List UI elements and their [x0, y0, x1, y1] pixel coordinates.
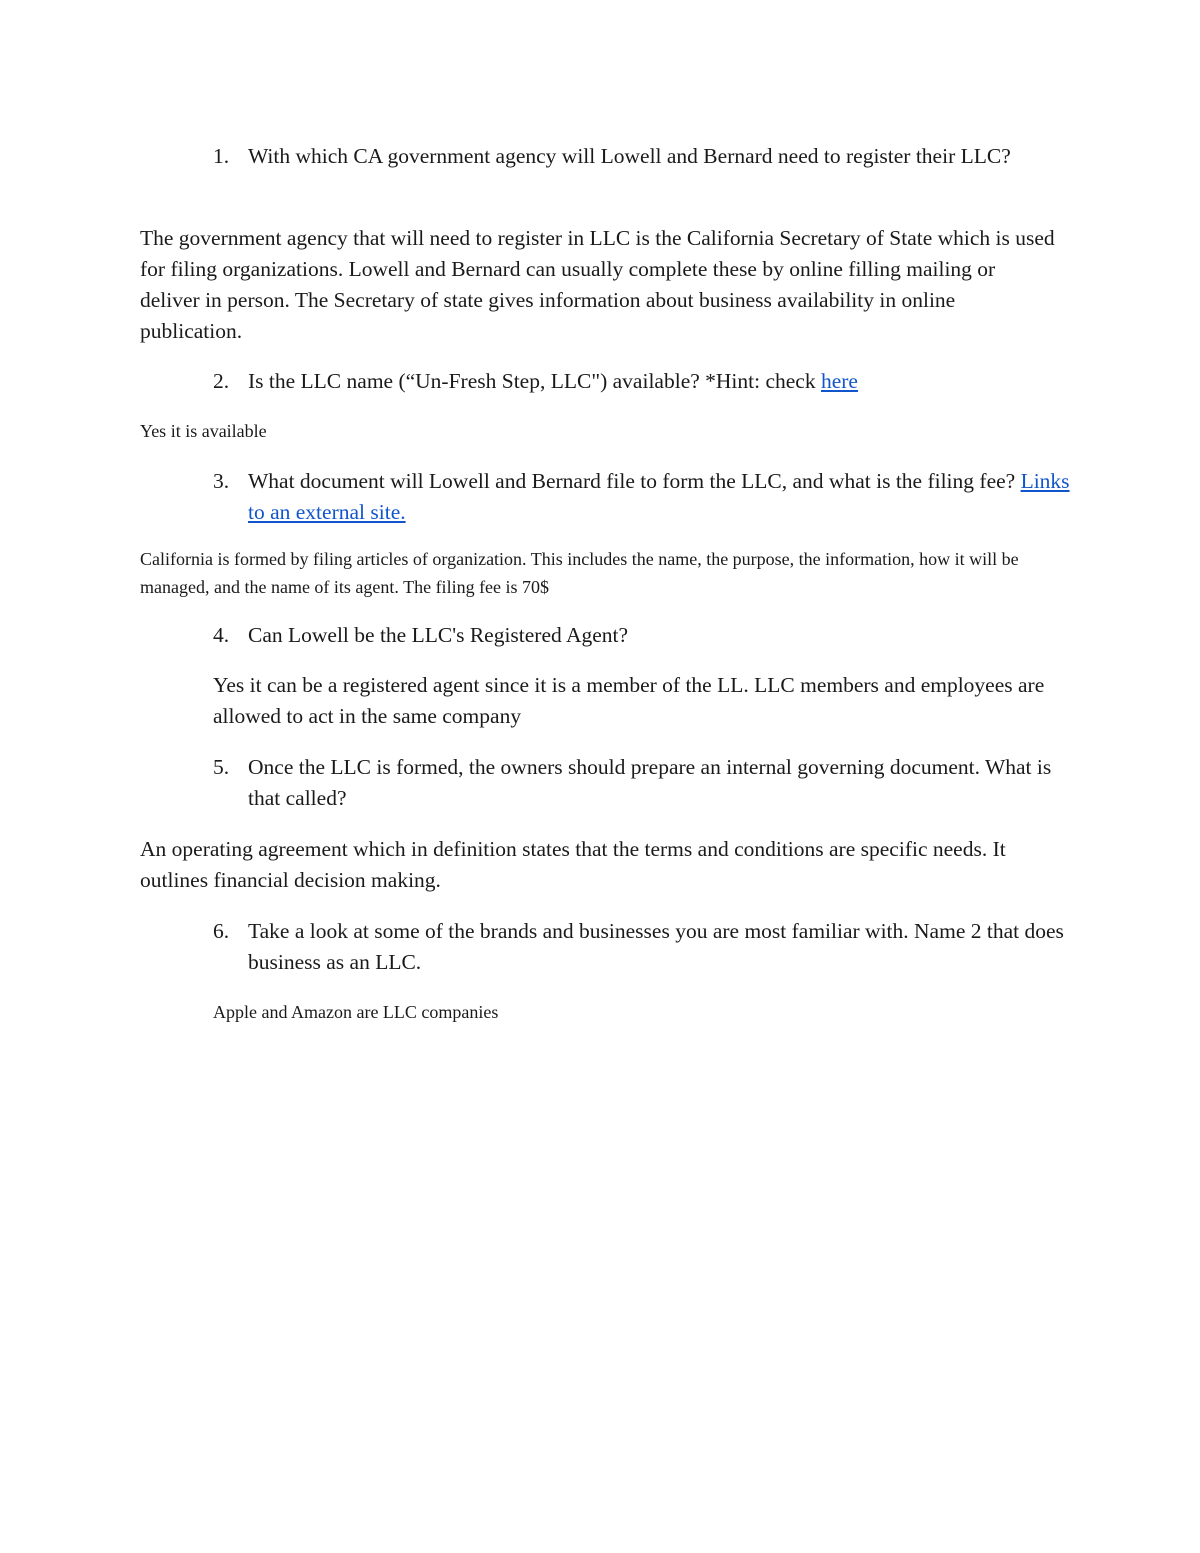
question-text [248, 366, 1073, 397]
question-text-body: What document will Lowell and Bernard file to form the LLC, and what is the filing fee? [248, 469, 1021, 493]
question-1 [213, 141, 1073, 172]
question-text-body: Is the LLC name (“Un-Fresh Step, LLC") available? *Hint: check [248, 369, 821, 393]
question-number: 6. [213, 919, 230, 943]
question-text: Take a look at some of the brands and businesses you are most familiar with. Name 2 that does business as an LLC. [248, 919, 1064, 974]
answer-6: Apple and Amazon are LLC companies [213, 1002, 499, 1022]
question-text: Once the LLC is formed, the owners should prepare an internal governing document. What is that called? [248, 755, 1052, 810]
answer-1: The government agency that will need to register in LLC is the California Secretary of State which is used for filing organizations. Lowell and Bernard can usually complete these by online filling mailing or deliver in person. The Secretary of state gives information about business availability in online publication. [140, 226, 1055, 343]
question-text [248, 466, 1073, 528]
question-3 [213, 466, 1073, 528]
question-4 [213, 620, 1073, 651]
question-number: 1. [213, 144, 230, 168]
answer-4: Yes it can be a registered agent since it is a member of the LL. LLC members and employees are allowed to act in the same company [213, 673, 1045, 728]
answer-3: California is formed by filing articles of organization. This includes the name, the purpose, the information, how it will be managed, and the name of its agent. The filing fee is 70$ [140, 549, 1019, 597]
question-text: With which CA government agency will Lowell and Bernard need to register their LLC? [248, 144, 1011, 168]
answer-5: An operating agreement which in definition states that the terms and conditions are specific needs. It outlines financial decision making. [140, 837, 1006, 892]
answer-2: Yes it is available [140, 421, 267, 441]
question-6 [213, 916, 1073, 978]
question-5 [213, 752, 1073, 814]
question-text: Can Lowell be the LLC's Registered Agent? [248, 623, 629, 647]
question-2 [213, 366, 1073, 397]
question-number: 5. [213, 755, 230, 779]
question-number: 2. [213, 369, 230, 393]
here-link[interactable]: here [820, 369, 858, 393]
question-number: 4. [213, 623, 230, 647]
external-site-link[interactable]: Links to an external site. [248, 469, 1070, 524]
question-number: 3. [213, 469, 230, 493]
